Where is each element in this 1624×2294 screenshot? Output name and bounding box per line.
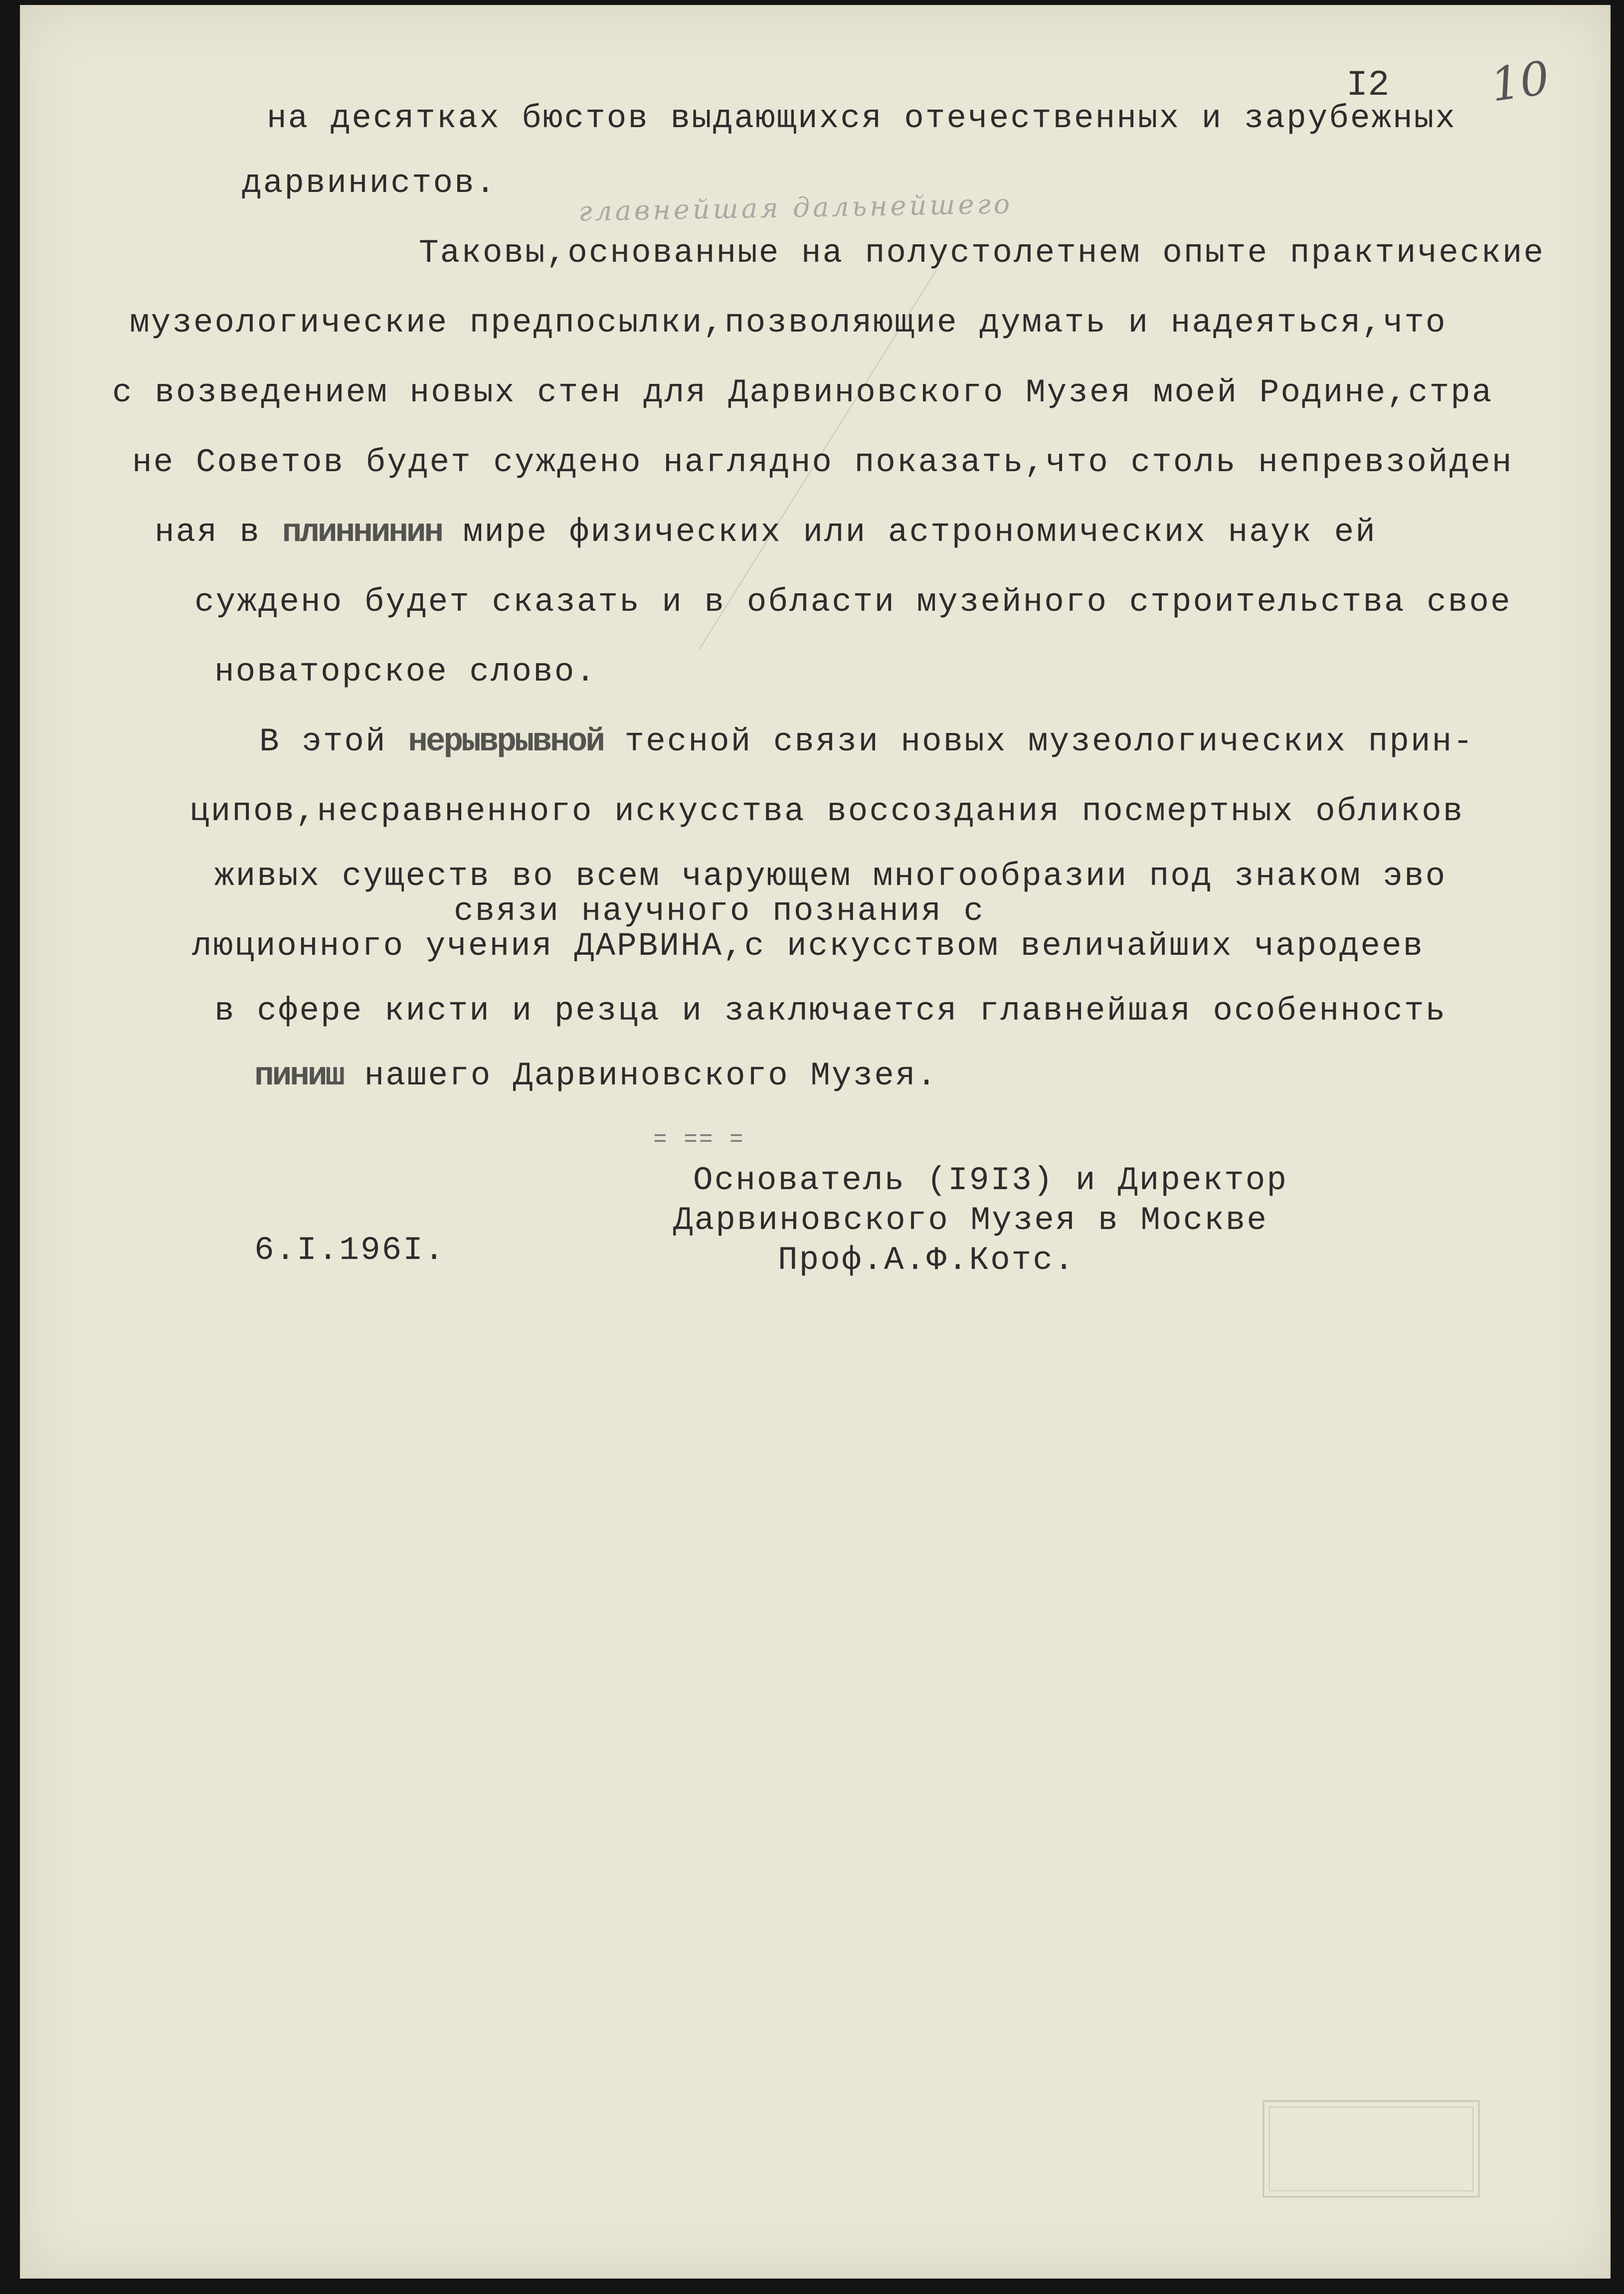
text-line-insert: связи научного познания с [454,892,985,930]
signature-line-2: Дарвиновского Музея в Москве [673,1202,1268,1239]
pencil-annotation: главнейшая дальнейшего [578,188,1013,227]
text-line-5: с возведением новых стен для Дарвиновского Музея моей Родине,стра [112,374,1493,411]
document-date: 6.I.196I. [254,1232,446,1269]
text-line-8: суждено будет сказать и в области музейного строительства свое [194,583,1512,621]
page-number: I2 [1346,65,1390,106]
stamp-frame [1262,2099,1481,2199]
text-line-14: в сфере кисти и резца и заключается главнейшая особенность [214,992,1447,1030]
signature-line-1: Основатель (I9I3) и Директор [693,1162,1288,1199]
separator: = == = [653,1127,745,1153]
text-line-1: на десятках бюстов выдающихся отечественных и зарубежных [267,100,1456,137]
signature-line-3: Проф.А.Ф.Котс. [778,1241,1076,1279]
handwritten-page-number: 10 [1487,51,1553,112]
text-line-15 [254,1057,938,1094]
text-line-4: музеологические предпосылки,позволяющие думать и надеяться,что [130,304,1447,342]
text-line-11: ципов,несравненного искусства воссоздания посмертных обликов [189,793,1464,830]
text-fragment: ная в [155,514,261,551]
struck-word: плиннинин [282,514,442,551]
struck-word: пиниш [254,1057,344,1094]
text-line-7 [155,514,1377,551]
text-fragment: мире физических или астрономических наук ей [463,514,1377,551]
text-line-9: новаторское слово. [214,653,597,691]
text-line-12: живых существ во всем чарующем многообразии под знаком эво [214,858,1447,895]
text-line-13: люционного учения ДАРВИНА,с искусством величайших чародеев [192,927,1425,965]
text-fragment: В этой [259,723,387,760]
text-line-10 [259,723,1474,760]
document-page [20,5,1611,2279]
text-line-2: дарвинистов. [242,165,497,202]
text-line-3: Таковы,основанные на полустолетнем опыте практические [419,234,1545,272]
text-fragment: нашего Дарвиновского Музея. [364,1057,938,1094]
archive-stamp [1262,2099,1481,2199]
text-line-6: не Советов будет суждено наглядно показать,что столь непревзойден [132,444,1513,481]
struck-word: нерыврывной [408,723,603,760]
text-fragment: тесной связи новых музеологических прин- [624,723,1474,760]
